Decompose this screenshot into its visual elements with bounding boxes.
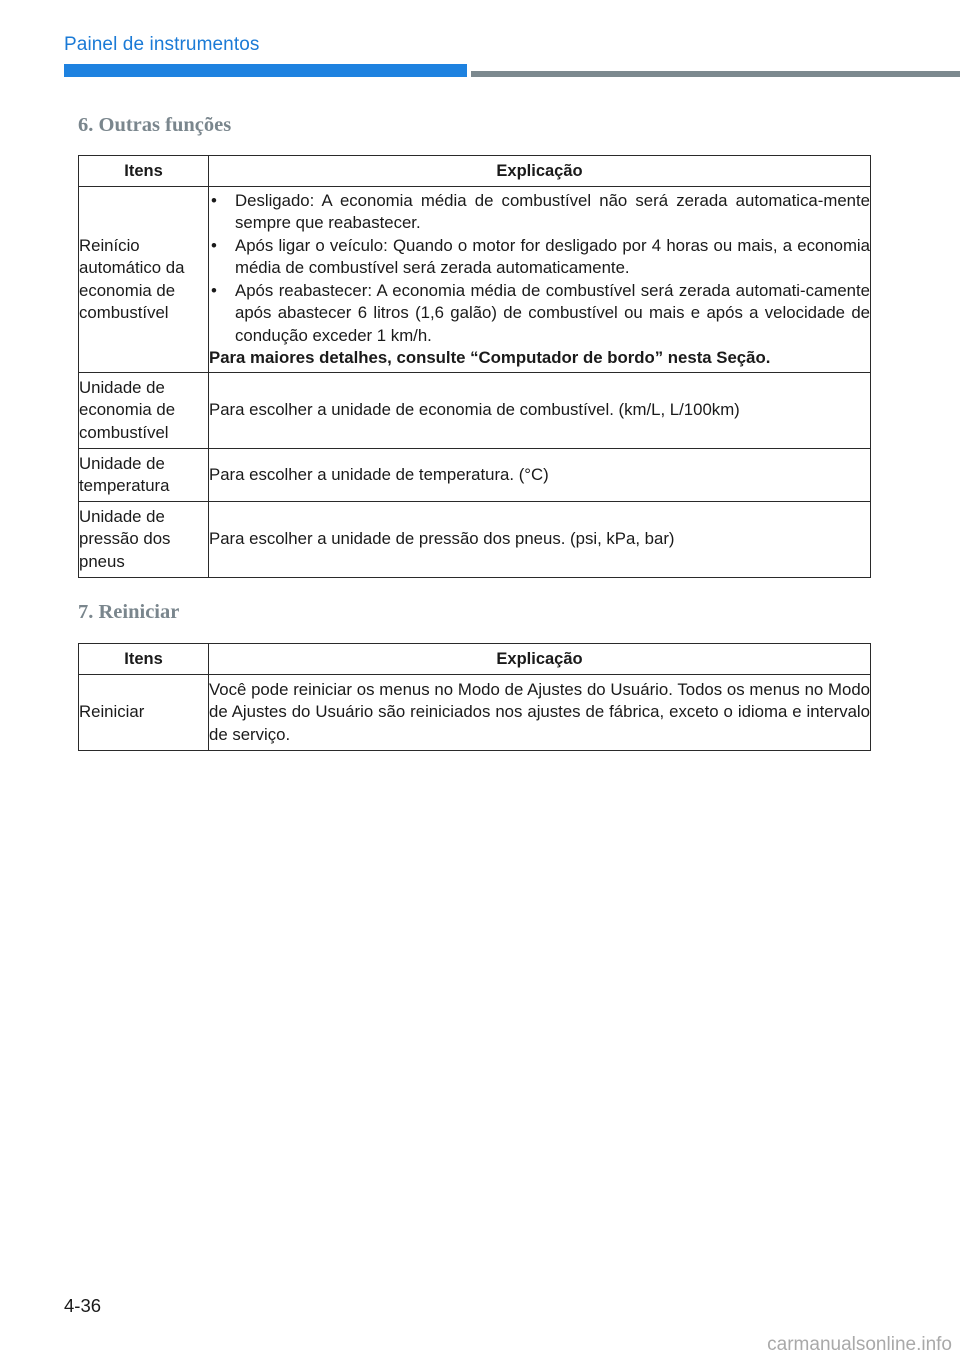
table-header-row xyxy=(79,644,871,675)
table-row xyxy=(79,187,871,373)
section-title-reiniciar: 7. Reiniciar xyxy=(78,601,180,623)
header-accent-bar xyxy=(64,64,467,77)
column-header-explicacao: Explicação xyxy=(209,644,871,675)
section-title-outras-funcoes: 6. Outras funções xyxy=(78,114,232,136)
item-cell: Reinício automático da economia de combustível xyxy=(79,187,209,373)
column-header-itens: Itens xyxy=(79,156,209,187)
explanation-cell: Para escolher a unidade de pressão dos pneus. (psi, kPa, bar) xyxy=(209,502,871,578)
list-item-text: Após ligar o veículo: Quando o motor for desligado por 4 horas ou mais, a economia média de combustível será zerada automaticamente. xyxy=(235,235,870,277)
table-row xyxy=(79,449,871,502)
column-header-itens: Itens xyxy=(79,644,209,675)
list-item-text: Após reabastecer: A economia média de combustível será zerada automati-camente após abastecer 6 litros (1,6 galão) de combustível ou mais e após a velocidade de condução exceder 1 km/h. xyxy=(235,280,870,345)
page-header-title: Painel de instrumentos xyxy=(64,34,260,55)
item-cell: Unidade de pressão dos pneus xyxy=(79,502,209,578)
bullet-icon: • xyxy=(211,190,217,210)
item-cell: Unidade de temperatura xyxy=(79,449,209,502)
list-item-text: Desligado: A economia média de combustível não será zerada automatica-mente sempre que reabastecer. xyxy=(235,190,870,232)
explanation-cell: Para escolher a unidade de temperatura. (°C) xyxy=(209,449,871,502)
explanation-cell: Para escolher a unidade de economia de combustível. (km/L, L/100km) xyxy=(209,373,871,449)
header-rule xyxy=(471,71,960,77)
table-row xyxy=(79,502,871,578)
page-number: 4-36 xyxy=(64,1295,102,1316)
table-reiniciar xyxy=(78,643,871,751)
column-header-explicacao: Explicação xyxy=(209,156,871,187)
table-row xyxy=(79,675,871,751)
reference-note: Para maiores detalhes, consulte “Computador de bordo” nesta Seção. xyxy=(209,348,771,367)
explanation-cell xyxy=(209,187,871,373)
list-item xyxy=(209,235,870,280)
item-cell: Reiniciar xyxy=(79,675,209,751)
list-item xyxy=(209,190,870,235)
table-row xyxy=(79,373,871,449)
list-item xyxy=(209,280,870,348)
item-cell: Unidade de economia de combustível xyxy=(79,373,209,449)
watermark: carmanualsonline.info xyxy=(767,1334,952,1355)
explanation-cell: Você pode reiniciar os menus no Modo de Ajustes do Usuário. Todos os menus no Modo de Ajustes do Usuário são reiniciados nos ajustes de fábrica, exceto o idioma e intervalo de serviço. xyxy=(209,675,871,751)
bullet-icon: • xyxy=(211,235,217,255)
table-outras-funcoes xyxy=(78,155,871,578)
bullet-icon: • xyxy=(211,280,217,300)
bullet-list xyxy=(209,190,870,348)
table-header-row xyxy=(79,156,871,187)
